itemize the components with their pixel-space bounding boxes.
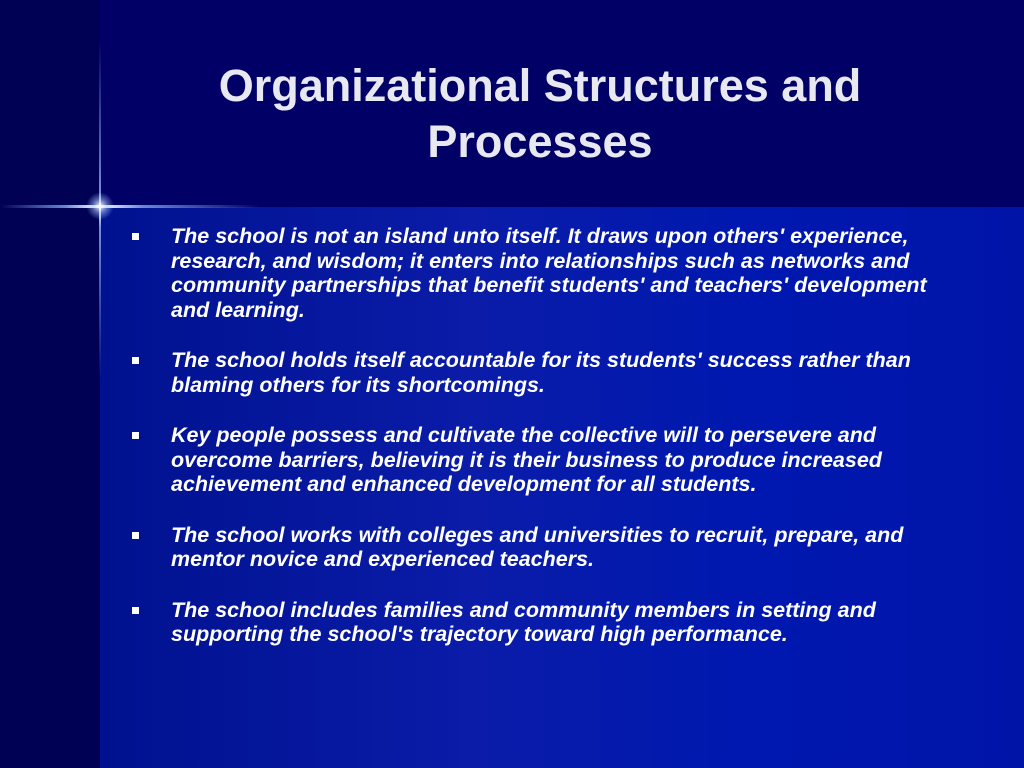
sparkle-horizontal-line — [0, 205, 260, 208]
square-bullet-icon — [132, 357, 139, 364]
square-bullet-icon — [132, 432, 139, 439]
square-bullet-icon — [132, 532, 139, 539]
bullet-item — [128, 523, 948, 572]
bullet-item — [128, 224, 948, 322]
bullet-text: The school includes families and community members in setting and supporting the school's trajectory toward high performance. — [171, 597, 876, 646]
bullet-text: The school works with colleges and universities to recruit, prepare, and mentor novice and experienced teachers. — [171, 522, 904, 571]
bullet-text: Key people possess and cultivate the collective will to persevere and overcome barriers, believing it is their business to produce increased achievement and enhanced development for all students. — [171, 423, 882, 496]
bullet-list — [128, 224, 948, 673]
slide-title — [110, 58, 970, 170]
bullet-text: The school holds itself accountable for its students' success rather than blaming others for its shortcomings. — [171, 348, 911, 397]
sparkle-icon — [86, 192, 114, 220]
bullet-text: The school is not an island unto itself. It draws upon others' experience, research, and wisdom; it enters into relationships such as networks and community partnerships that benefit students' and teachers' development and learning. — [171, 224, 927, 322]
bullet-item — [128, 348, 948, 397]
square-bullet-icon — [132, 607, 139, 614]
slide-title-line-2: Processes — [427, 116, 653, 167]
slide-title-line-1: Organizational Structures and — [218, 60, 862, 111]
left-strip — [0, 0, 100, 768]
bullet-item — [128, 598, 948, 647]
bullet-item — [128, 423, 948, 497]
square-bullet-icon — [132, 233, 139, 240]
